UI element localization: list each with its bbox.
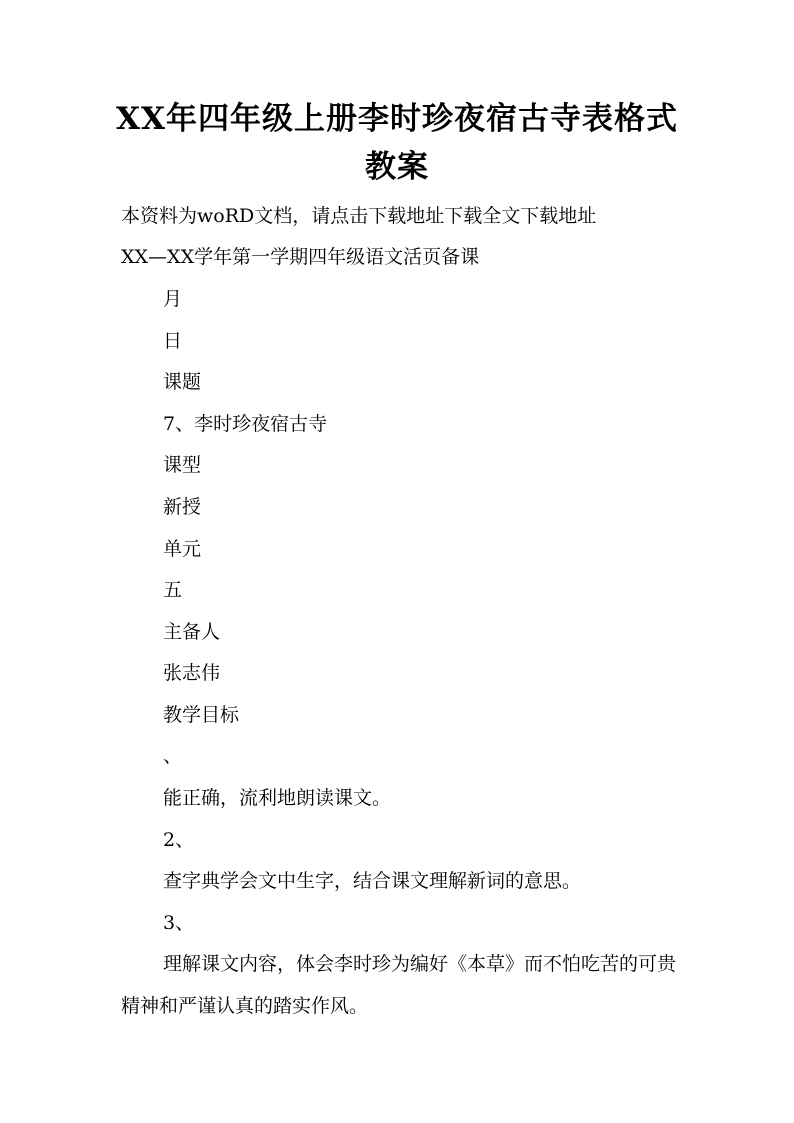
preparer-label: 主备人 bbox=[163, 621, 221, 643]
goal-2-marker: 2、 bbox=[163, 829, 195, 851]
lesson-type-value: 新授 bbox=[163, 496, 202, 518]
title-line-2: 教案 bbox=[365, 149, 429, 185]
document-title bbox=[100, 95, 694, 191]
goal-2-text: 查字典学会文中生字，结合课文理解新词的意思。 bbox=[163, 870, 582, 892]
title-line-1: XX年四年级上册李时珍夜宿古寺表格式 bbox=[115, 101, 679, 137]
topic-label: 课题 bbox=[163, 371, 202, 393]
preparer-value: 张志伟 bbox=[163, 662, 221, 684]
topic-value: 7、李时珍夜宿古寺 bbox=[163, 413, 328, 435]
goal-3-text: 理解课文内容，体会李时珍为编好《本草》而不怕吃苦的可贵精神和严谨认真的踏实作风。 bbox=[121, 953, 677, 1017]
month-label: 月 bbox=[163, 288, 183, 310]
teaching-goals-label: 教学目标 bbox=[163, 704, 240, 726]
goal-1-marker: 、 bbox=[163, 745, 183, 767]
semester-header: XX—XX学年第一学期四年级语文活页备课 bbox=[121, 246, 480, 268]
unit-value: 五 bbox=[163, 579, 183, 601]
lesson-type-label: 课型 bbox=[163, 454, 202, 476]
day-label: 日 bbox=[163, 330, 183, 352]
intro-text: 本资料为woRD文档，请点击下载地址下载全文下载地址 bbox=[121, 205, 597, 227]
unit-label: 单元 bbox=[163, 538, 202, 560]
goal-3-marker: 3、 bbox=[163, 912, 195, 934]
goal-1-text: 能正确，流利地朗读课文。 bbox=[163, 787, 392, 809]
